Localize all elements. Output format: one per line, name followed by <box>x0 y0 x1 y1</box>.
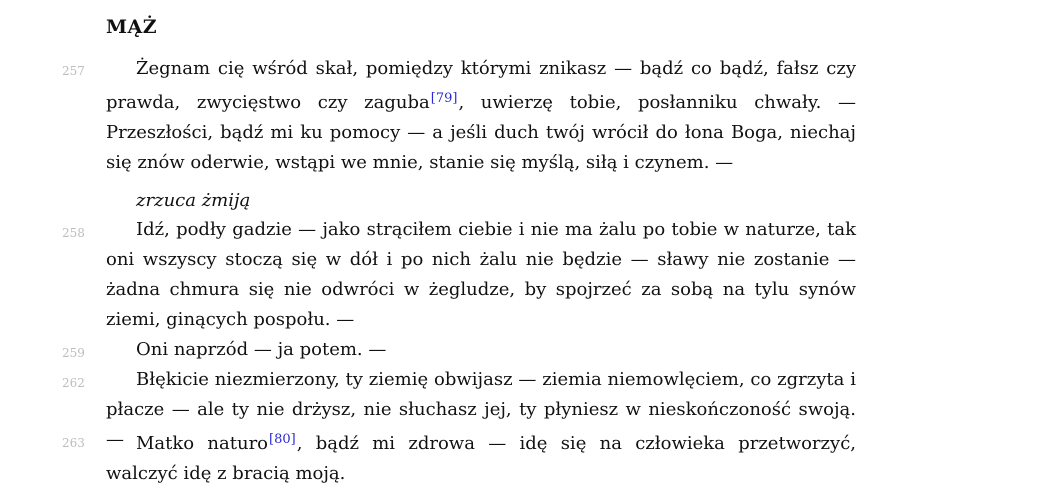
footnote-link-80[interactable]: [80] <box>269 432 296 447</box>
paragraph-257-text-a: Żegnam cię wśród skał, pomiędzy którymi znikasz — bądź co bądź, fałsz czy prawda, zwycięstwo czy zaguba <box>106 58 856 113</box>
paragraph-258-text: Idź, podły gadzie — jako strąciłem ciebie i nie ma żalu po tobie w naturze, tak oni wszyscy stoczą się w dół i po nich żalu nie będzie — sławy nie zostanie — żadna chmura się nie odwróci w żegludze, by spojrzeć za sobą na tylu synów ziemi, ginących pospołu. — <box>106 219 856 330</box>
paragraph-263 <box>106 425 856 489</box>
paragraph-258 <box>106 215 856 335</box>
line-number-258: 258 <box>62 226 85 240</box>
line-number-257: 257 <box>62 64 85 78</box>
paragraph-257-text-b: , uwierzę tobie, posłanniku chwały. — Przeszłości, bądź mi ku pomocy — a jeśli duch twój wrócił do łona Boga, niechaj się znów oderwie, wstąpi we mnie, stanie się myślą, siłą i czynem. — <box>106 92 856 173</box>
stage-direction: zrzuca żmiją <box>136 190 251 211</box>
paragraph-259-text: Oni naprzód — ja potem. — <box>136 339 387 360</box>
line-number-262: 262 <box>62 376 85 390</box>
paragraph-259 <box>106 335 856 365</box>
paragraph-263-text-a: Matko naturo <box>136 433 269 454</box>
paragraph-257 <box>106 54 856 178</box>
line-number-263: 263 <box>62 436 85 450</box>
paragraph-262-text: Błękicie niezmierzony, ty ziemię obwijasz — ziemia niemowlęciem, co zgrzyta i płacze — ale ty nie drżysz, nie słuchasz jej, ty płyniesz w nieskończoność swoją. — <box>106 369 856 450</box>
footnote-link-79[interactable]: [79] <box>430 91 458 106</box>
paragraph-263-text-b: , bądź mi zdrowa — idę się na człowieka przetworzyć, walczyć idę z bracią moją. <box>106 433 856 484</box>
speaker-name: MĄŻ <box>106 16 158 38</box>
line-number-259: 259 <box>62 346 85 360</box>
